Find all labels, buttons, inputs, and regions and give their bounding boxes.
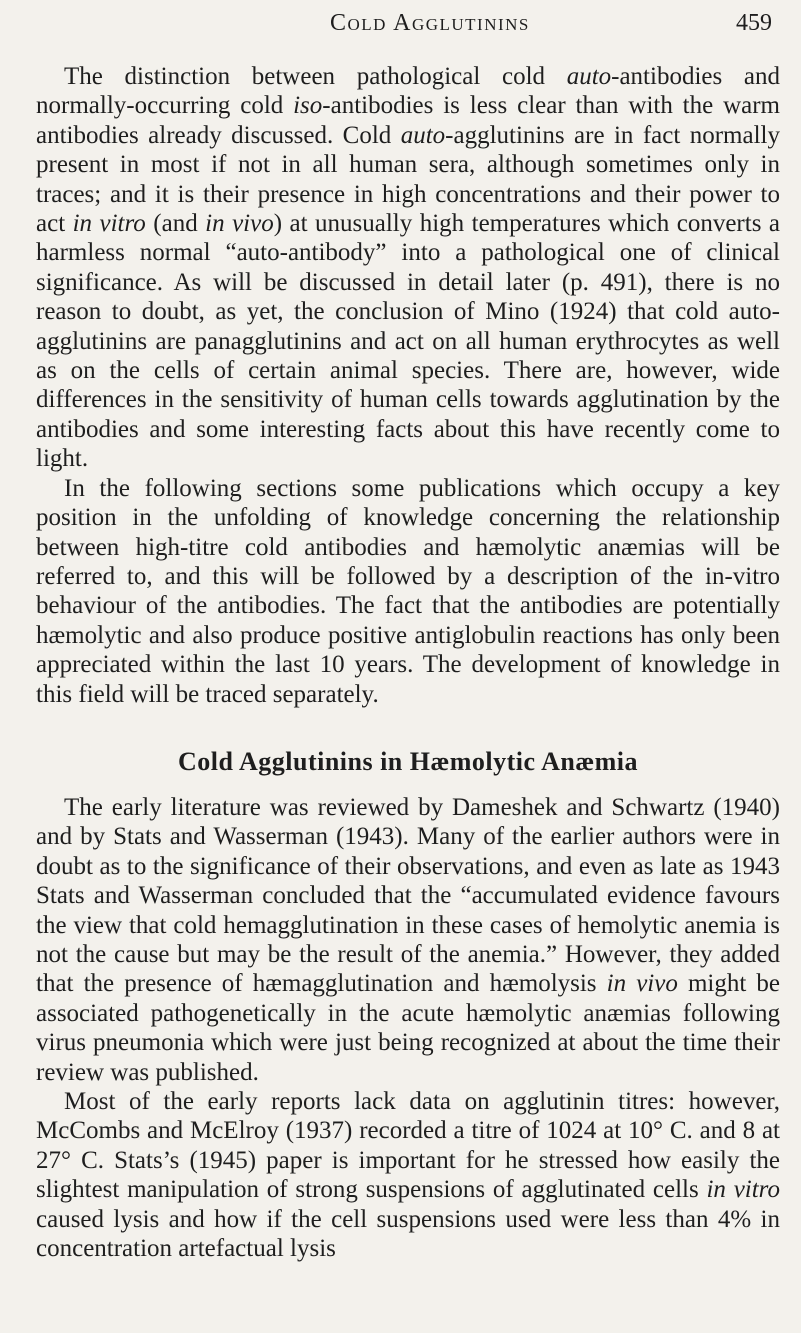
running-title: Cold Agglutinins xyxy=(330,10,530,36)
paragraph-intro-1: The distinction between pathological cold auto-antibodies and normally-occurring cold iso-antibodies is less clear than with the warm antibodies already discussed. Cold auto-agglutinins are in fact normally present in most if not in all human sera, although sometimes only in traces; and it is their presence in high concentrations and their power to act in vitro (and in vivo) at unusually high temperatures which converts a harmless normal “auto-antibody” into a pathological one of clinical significance. As will be discussed in detail later (p. 491), there is no reason to doubt, as yet, the conclusion of Mino (1924) that cold auto-agglutinins are panagglutinins and act on all human erythrocytes as well as on the cells of certain animal species. There are, however, wide differences in the sensitivity of human cells towards agglutination by the antibodies and some interesting facts about this have recently come to light. xyxy=(36,63,780,473)
running-head xyxy=(60,10,780,50)
paragraph-section-2: Most of the early reports lack data on agglutinin titres: however, McCombs and McElroy (1937) recorded a titre of 1024 at 10° C. and 8 at 27° C. Stats’s (1945) paper is important for he stressed how easily the slightest manipulation of strong suspensions of agglutinated cells in vitro caused lysis and how if the cell suspensions used were less than 4% in concentration artefactual lysis xyxy=(36,1088,780,1263)
page-number: 459 xyxy=(736,10,772,36)
paragraph-section-1: The early literature was reviewed by Dameshek and Schwartz (1940) and by Stats and Wasserman (1943). Many of the earlier authors were in doubt as to the significance of their observations, and even as late as 1943 Stats and Wasserman concluded that the “accumulated evidence favours the view that cold hemagglutination in these cases of hemolytic anemia is not the cause but may be the result of the anemia.” However, they added that the presence of hæmagglutination and hæmolysis in vivo might be associated pathogenetically in the acute hæmolytic anæmias following virus pneumonia which were just being recognized at about the time their review was published. xyxy=(36,793,781,1086)
section-heading: Cold Agglutinins in Hæmolytic Anæmia xyxy=(177,746,639,776)
paragraph-intro-2: In the following sections some publications which occupy a key position in the unfolding of knowledge concerning the relationship between high-titre cold antibodies and hæmolytic anæmias will be referred to, and this will be followed by a description of the in-vitro behaviour of the antibodies. The fact that the antibodies are potentially hæmolytic and also produce positive antiglobulin reactions has only been appreciated within the last 10 years. The development of knowledge in this field will be traced separately. xyxy=(36,474,780,708)
body-text xyxy=(36,62,780,1263)
